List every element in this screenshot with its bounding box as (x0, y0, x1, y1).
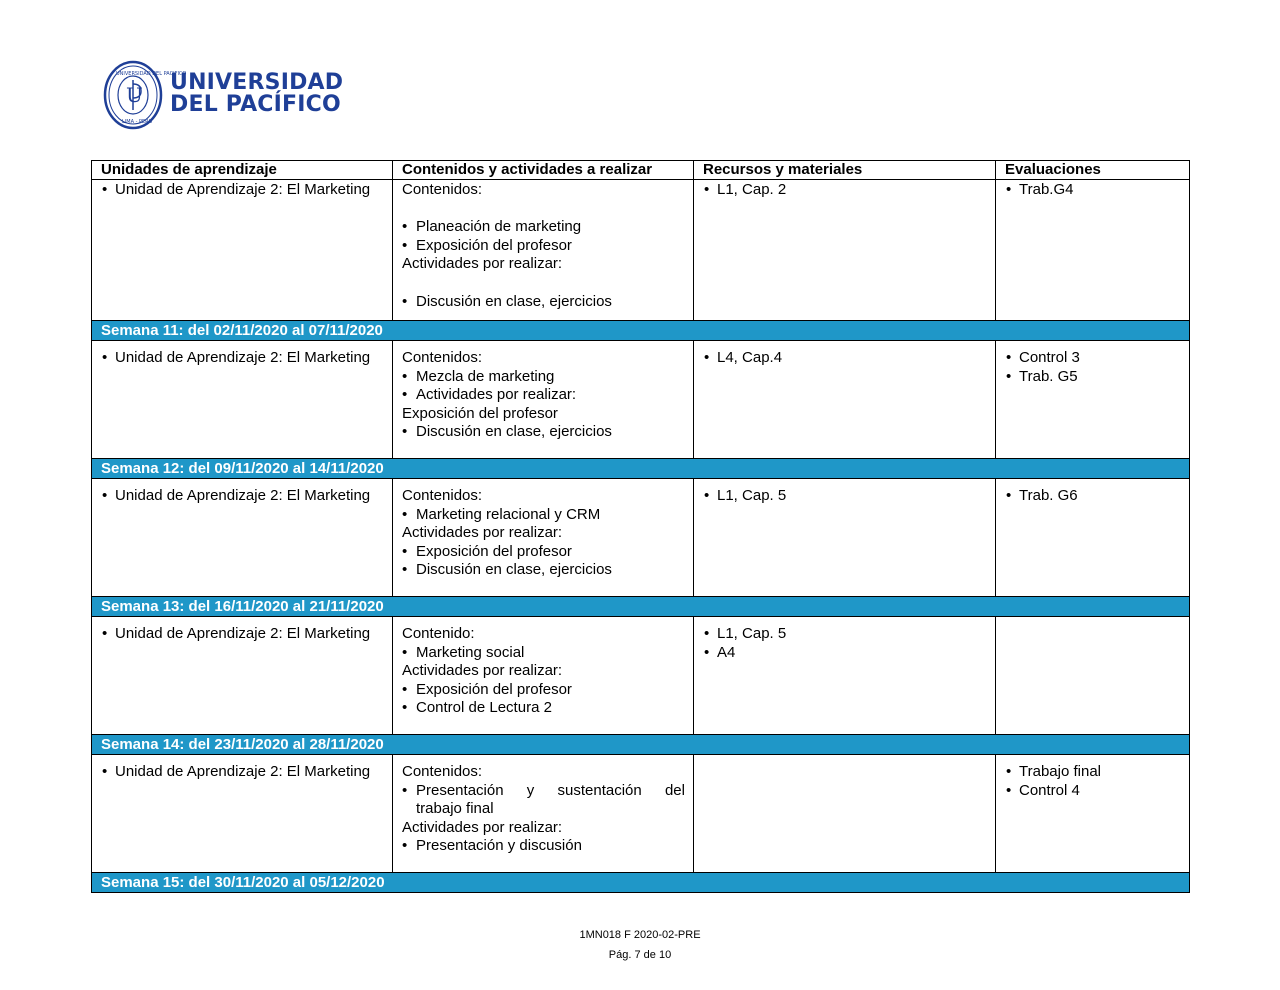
evaluation-item: • Trab. G5 (1005, 368, 1181, 387)
activity-item: • Exposición del profesor (402, 681, 685, 700)
university-seal-icon (104, 60, 187, 132)
table-header-row (92, 161, 1190, 180)
activities-label: Actividades por realizar: (402, 255, 563, 273)
unit-cell (92, 180, 393, 321)
activity-item: • Discusión en clase, ejercicios (402, 561, 685, 580)
contents-label: Contenidos: (402, 181, 483, 198)
evaluations-cell (996, 755, 1190, 873)
svg-text:LIMA - PERU: LIMA - PERU (122, 119, 153, 125)
evaluation-item: • Control 3 (1005, 349, 1181, 368)
evaluations-cell (996, 617, 1190, 735)
activities-label: Actividades por realizar: (402, 524, 563, 542)
header-units: Unidades de aprendizaje (92, 161, 393, 180)
week-title: Semana 12: del 09/11/2020 al 14/11/2020 (92, 459, 1190, 479)
contents-label: Contenido: (402, 625, 475, 642)
unit-item: • Unidad de Aprendizaje 2: El Marketing (101, 349, 384, 368)
unit-cell (92, 617, 393, 735)
unit-item: • Unidad de Aprendizaje 2: El Marketing (101, 625, 384, 644)
university-name-line2: DEL PACÍFICO (170, 92, 341, 117)
unit-cell (92, 341, 393, 459)
table-row (92, 341, 1190, 459)
content-item: • Marketing relacional y CRM (402, 506, 685, 525)
contents-cell (393, 479, 694, 597)
contents-cell (393, 341, 694, 459)
header-contents: Contenidos y actividades a realizar (393, 161, 694, 180)
evaluation-item: • Control 4 (1005, 782, 1181, 801)
unit-item: • Unidad de Aprendizaje 2: El Marketing (101, 763, 384, 782)
evaluations-cell (996, 341, 1190, 459)
contents-cell (393, 617, 694, 735)
content-item-justified-line: • Presentación y sustentación del (416, 781, 685, 799)
activities-label: Actividades por realizar: (402, 662, 563, 680)
header-evaluations: Evaluaciones (996, 161, 1190, 180)
activity-item: • Control de Lectura 2 (402, 699, 685, 718)
content-item: • Exposición del profesor (402, 237, 685, 256)
resources-cell (694, 341, 996, 459)
content-item: • Actividades por realizar: (402, 386, 685, 405)
resource-item: • L4, Cap.4 (703, 349, 987, 368)
resource-item: • L1, Cap. 5 (703, 625, 987, 644)
table-row (92, 617, 1190, 735)
content-text: Exposición del profesor (402, 404, 558, 422)
evaluations-cell (996, 479, 1190, 597)
page-number: Pág. 7 de 10 (608, 949, 672, 961)
document-code: 1MN018 F 2020-02-PRE (579, 929, 701, 941)
evaluation-item: • Trab.G4 (1005, 181, 1181, 200)
resource-item: • L1, Cap. 5 (703, 487, 987, 506)
university-logo (104, 60, 344, 132)
unit-cell (92, 755, 393, 873)
contents-label: Contenidos: (402, 487, 483, 504)
evaluations-cell (996, 180, 1190, 321)
contents-cell (393, 180, 694, 321)
week-header-row (92, 597, 1190, 617)
week-header-row (92, 735, 1190, 755)
syllabus-table (91, 160, 1190, 893)
week-title: Semana 14: del 23/11/2020 al 28/11/2020 (92, 735, 1190, 755)
content-item: • Discusión en clase, ejercicios (402, 423, 685, 442)
activities-label: Actividades por realizar: (402, 818, 563, 836)
content-item: • Planeación de marketing (402, 218, 685, 237)
svg-text:U: U (126, 83, 143, 107)
week-title: Semana 15: del 30/11/2020 al 05/12/2020 (92, 873, 1190, 893)
week-header-row (92, 321, 1190, 341)
resources-cell (694, 617, 996, 735)
contents-label: Contenidos: (402, 763, 483, 780)
contents-label: Contenidos: (402, 349, 483, 366)
resources-cell (694, 479, 996, 597)
content-item: • Mezcla de marketing (402, 368, 685, 387)
resource-item: • A4 (703, 644, 987, 663)
university-name (170, 72, 343, 116)
week-header-row (92, 873, 1190, 893)
week-title: Semana 11: del 02/11/2020 al 07/11/2020 (92, 321, 1190, 341)
contents-cell (393, 755, 694, 873)
evaluation-item: • Trab. G6 (1005, 487, 1181, 506)
svg-text:UNIVERSIDAD DEL PACIFICO: UNIVERSIDAD DEL PACIFICO (116, 71, 187, 77)
resource-item: • L1, Cap. 2 (703, 181, 987, 200)
resources-cell (694, 755, 996, 873)
content-item: • Presentación y sustentación del trabajo final (402, 782, 685, 819)
header-resources: Recursos y materiales (694, 161, 996, 180)
week-title: Semana 13: del 16/11/2020 al 21/11/2020 (92, 597, 1190, 617)
evaluation-item: • Trabajo final (1005, 763, 1181, 782)
table-row (92, 755, 1190, 873)
activity-item: • Exposición del profesor (402, 543, 685, 562)
resources-cell (694, 180, 996, 321)
activity-item: • Discusión en clase, ejercicios (402, 293, 685, 312)
content-item: • Marketing social (402, 644, 685, 663)
activity-item: • Presentación y discusión (402, 837, 685, 856)
university-name-line1: UNIVERSIDAD (170, 70, 344, 95)
table-row (92, 180, 1190, 321)
unit-item: • Unidad de Aprendizaje 2: El Marketing (101, 487, 384, 506)
week-header-row (92, 459, 1190, 479)
unit-cell (92, 479, 393, 597)
table-row (92, 479, 1190, 597)
unit-item: • Unidad de Aprendizaje 2: El Marketing (101, 181, 384, 200)
